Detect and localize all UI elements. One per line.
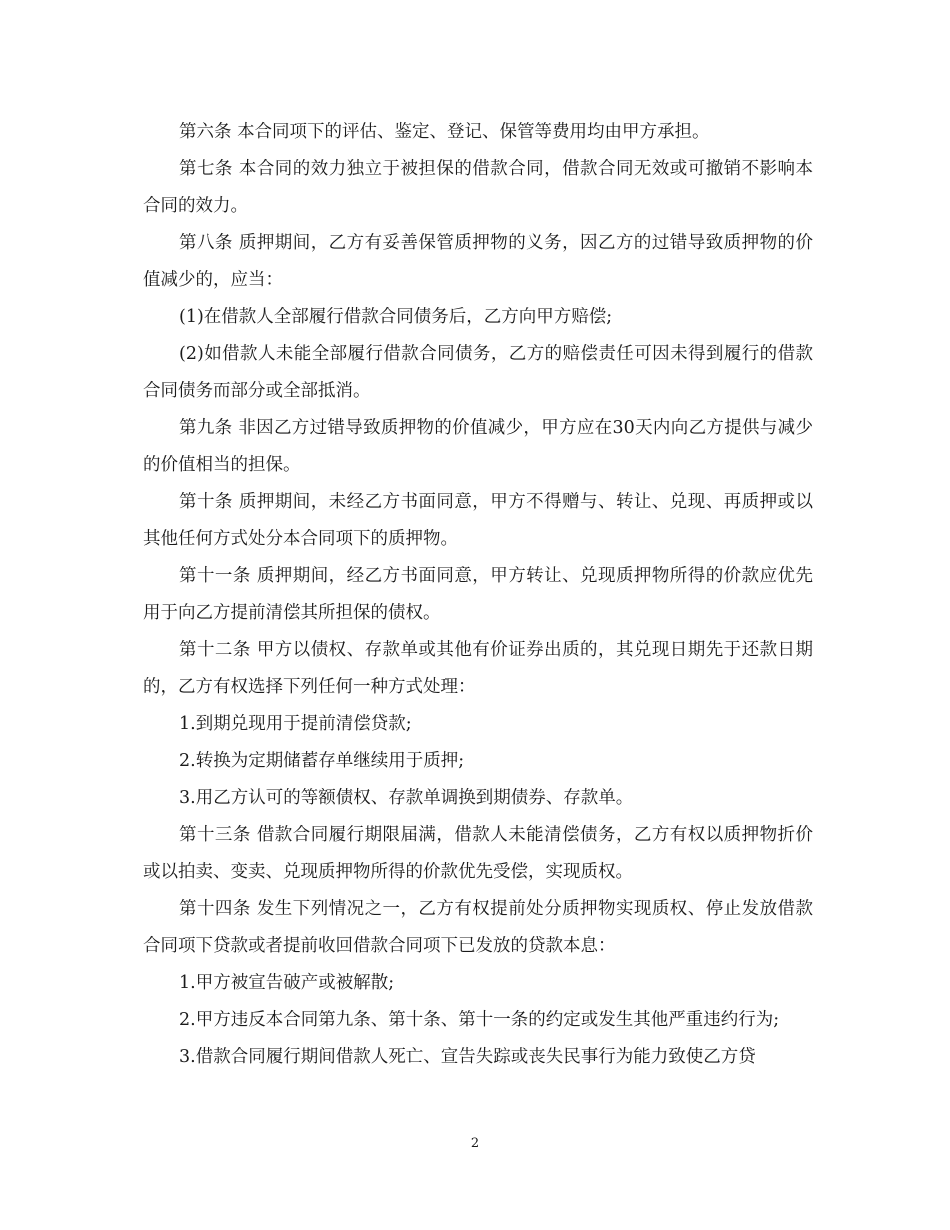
clause-14-item-3: 3.借款合同履行期间借款人死亡、宣告失踪或丧失民事行为能力致使乙方贷	[179, 1047, 756, 1067]
clause-11-paragraph: 第十一条 质押期间，经乙方书面同意，甲方转让、兑现质押物所得的价款应优先用于向乙方提前清偿其所担保的债权。	[143, 566, 813, 623]
clause-12-item-3: 3.用乙方认可的等额债权、存款单调换到期债券、存款单。	[179, 788, 634, 808]
document-body	[143, 114, 813, 1076]
clause-14-paragraph: 第十四条 发生下列情况之一，乙方有权提前处分质押物实现质权、停止发放借款合同项下贷款或者提前收回借款合同项下已发放的贷款本息：	[143, 899, 813, 956]
clause-12-paragraph: 第十二条 甲方以债权、存款单或其他有价证券出质的，其兑现日期先于还款日期的，乙方有权选择下列任何一种方式处理：	[143, 640, 813, 697]
clause-12-item-2: 2.转换为定期储蓄存单继续用于质押;	[179, 751, 465, 771]
clause-14-item-1: 1.甲方被宣告破产或被解散;	[179, 973, 395, 993]
page-number: 2	[470, 1136, 480, 1151]
clause-8-paragraph: 第八条 质押期间，乙方有妥善保管质押物的义务，因乙方的过错导致质押物的价值减少的，应当：	[143, 233, 813, 290]
clause-13-paragraph: 第十三条 借款合同履行期限届满，借款人未能清偿债务，乙方有权以质押物折价或以拍卖、变卖、兑现质押物所得的价款优先受偿，实现质权。	[143, 825, 813, 882]
clause-8-item-1: (1)在借款人全部履行借款合同债务后，乙方向甲方赔偿;	[179, 307, 613, 327]
clause-7-paragraph: 第七条 本合同的效力独立于被担保的借款合同，借款合同无效或可撤销不影响本合同的效力。	[143, 159, 813, 216]
clause-6-paragraph: 第六条 本合同项下的评估、鉴定、登记、保管等费用均由甲方承担。	[179, 122, 710, 142]
clause-9-paragraph: 第九条 非因乙方过错导致质押物的价值减少，甲方应在30天内向乙方提供与减少的价值相当的担保。	[143, 418, 813, 475]
clause-14-item-2: 2.甲方违反本合同第九条、第十条、第十一条的约定或发生其他严重违约行为;	[179, 1010, 780, 1030]
clause-10-paragraph: 第十条 质押期间，未经乙方书面同意，甲方不得赠与、转让、兑现、再质押或以其他任何方式处分本合同项下的质押物。	[143, 492, 813, 549]
clause-12-item-1: 1.到期兑现用于提前清偿贷款;	[179, 714, 412, 734]
clause-8-item-2: (2)如借款人未能全部履行借款合同债务，乙方的赔偿责任可因未得到履行的借款合同债务而部分或全部抵消。	[143, 344, 813, 401]
